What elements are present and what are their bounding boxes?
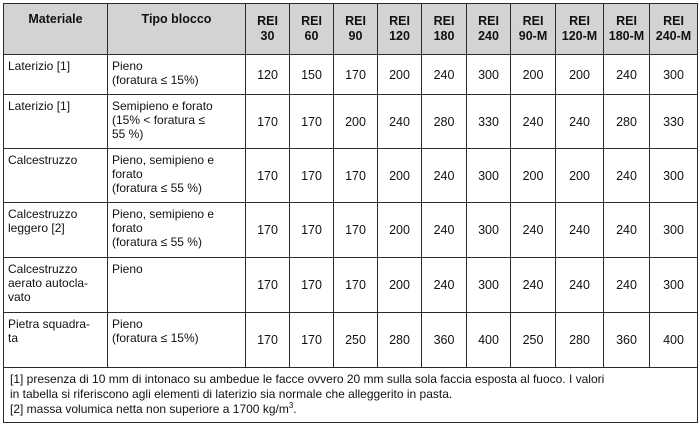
cell-value: 200 [378,203,422,258]
cell-value: 240 [556,203,604,258]
cell-materiale: Calcestruzzo leggero [2] [4,203,108,258]
header-rei-90: REI 90 [334,4,378,55]
cell-value: 330 [467,95,511,149]
cell-materiale: Laterizio [1] [4,95,108,149]
cell-value: 240 [556,258,604,313]
cell-value: 300 [467,149,511,203]
header-rei-90-m: REI 90-M [511,4,556,55]
header-rei-120: REI 120 [378,4,422,55]
cell-value: 170 [290,258,334,313]
cell-value: 300 [650,258,698,313]
cell-tipo-blocco: Pieno (foratura ≤ 15%) [108,55,246,95]
cell-value: 250 [511,313,556,368]
cell-value: 280 [604,95,650,149]
cell-value: 170 [290,149,334,203]
note-1-line-1: [1] presenza di 10 mm di intonaco su ambedue le facce ovvero 20 mm sulla sola faccia esposta al fuoco. I valori [10,372,605,386]
cell-materiale: Laterizio [1] [4,55,108,95]
cell-value: 300 [467,203,511,258]
cell-value: 170 [246,258,290,313]
cell-value: 240 [422,55,467,95]
fire-resistance-table [3,3,698,423]
cell-value: 400 [467,313,511,368]
cell-tipo-blocco: Semipieno e forato (15% < foratura ≤ 55 %) [108,95,246,149]
cell-value: 240 [511,95,556,149]
cell-value: 200 [556,149,604,203]
cell-tipo-blocco: Pieno [108,258,246,313]
cell-value: 400 [650,313,698,368]
notes-cell [4,368,698,423]
note-2: [2] massa volumica netta non superiore a 1700 $kg/m^3$. [10,401,297,416]
cell-value: 200 [378,149,422,203]
note-1-line-2: in tabella si riferiscono agli elementi di laterizio sia normale che alleggerito in pasta. [10,387,453,401]
cell-value: 170 [290,203,334,258]
table-row [4,313,698,368]
cell-value: 240 [511,258,556,313]
cell-value: 200 [511,149,556,203]
table-row [4,258,698,313]
table-row [4,55,698,95]
cell-value: 240 [556,95,604,149]
cell-value: 170 [290,313,334,368]
cell-value: 200 [556,55,604,95]
header-rei-180-m: REI 180-M [604,4,650,55]
cell-value: 300 [650,203,698,258]
cell-value: 280 [422,95,467,149]
cell-value: 280 [378,313,422,368]
cell-value: 170 [334,203,378,258]
cell-value: 120 [246,55,290,95]
header-materiale: Materiale [4,4,108,55]
cell-value: 170 [334,55,378,95]
table-row [4,95,698,149]
cell-value: 250 [334,313,378,368]
cell-value: 240 [604,258,650,313]
cell-tipo-blocco: Pieno, semipieno e forato (foratura ≤ 55 %) [108,149,246,203]
header-rei-180: REI 180 [422,4,467,55]
cell-value: 300 [650,55,698,95]
cell-materiale: Pietra squadra- ta [4,313,108,368]
cell-value: 240 [604,203,650,258]
cell-value: 240 [422,203,467,258]
cell-value: 300 [467,258,511,313]
cell-value: 240 [604,55,650,95]
notes-row [4,368,698,423]
cell-value: 240 [604,149,650,203]
cell-value: 240 [378,95,422,149]
header-rei-30: REI 30 [246,4,290,55]
header-rei-60: REI 60 [290,4,334,55]
cell-value: 360 [422,313,467,368]
cell-materiale: Calcestruzzo [4,149,108,203]
cell-materiale: Calcestruzzo aerato autocla- vato [4,258,108,313]
header-rei-240-m: REI 240-M [650,4,698,55]
cell-value: 170 [290,95,334,149]
table-row [4,203,698,258]
cell-value: 300 [467,55,511,95]
cell-value: 170 [334,258,378,313]
cell-tipo-blocco: Pieno (foratura ≤ 15%) [108,313,246,368]
cell-value: 170 [334,149,378,203]
cell-value: 170 [246,149,290,203]
cell-tipo-blocco: Pieno, semipieno e forato (foratura ≤ 55 %) [108,203,246,258]
table-row [4,149,698,203]
cell-value: 240 [422,258,467,313]
cell-value: 240 [422,149,467,203]
cell-value: 170 [246,203,290,258]
cell-value: 360 [604,313,650,368]
header-tipo-blocco: Tipo blocco [108,4,246,55]
cell-value: 200 [378,258,422,313]
fire-resistance-table-container [3,3,697,423]
cell-value: 170 [246,95,290,149]
cell-value: 200 [334,95,378,149]
cell-value: 200 [378,55,422,95]
header-rei-120-m: REI 120-M [556,4,604,55]
header-rei-240: REI 240 [467,4,511,55]
cell-value: 280 [556,313,604,368]
cell-value: 150 [290,55,334,95]
header-row [4,4,698,55]
cell-value: 240 [511,203,556,258]
cell-value: 330 [650,95,698,149]
cell-value: 300 [650,149,698,203]
cell-value: 170 [246,313,290,368]
cell-value: 200 [511,55,556,95]
